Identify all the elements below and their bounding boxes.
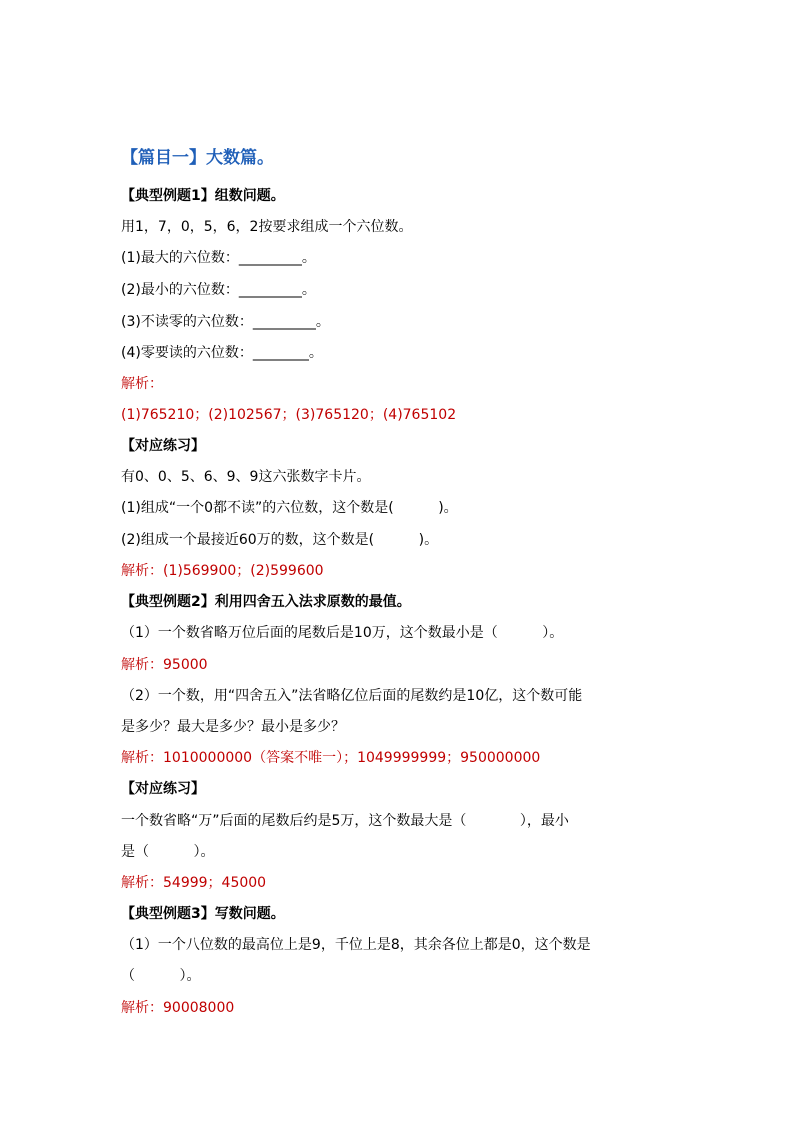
practice1-item-1: (1)组成“一个0都不读”的六位数，这个数是( )。 xyxy=(121,500,458,516)
example3-answer-1: 解析：90008000 xyxy=(121,1000,235,1016)
practice1-heading: 【对应练习】 xyxy=(121,438,205,454)
practice2-question-line2: 是（ ）。 xyxy=(121,844,215,860)
practice2-answer: 解析：54999；45000 xyxy=(121,875,267,891)
example3-heading: 【典型例题3】写数问题。 xyxy=(121,906,285,922)
example2-question-2-line1: （2）一个数，用“四舍五入”法省略亿位后面的尾数约是10亿，这个数可能 xyxy=(121,688,583,704)
example1-question: 用1，7，0，5，6，2按要求组成一个六位数。 xyxy=(121,219,413,235)
example2-question-1: （1）一个数省略万位后面的尾数后是10万，这个数最小是（ ）。 xyxy=(121,625,564,641)
example2-answer-1: 解析：95000 xyxy=(121,657,208,673)
practice2-question-line1: 一个数省略“万”后面的尾数后约是5万，这个数最大是（ ），最小 xyxy=(121,813,569,829)
example1-answer: (1)765210；(2)102567；(3)765120；(4)765102 xyxy=(121,407,457,423)
example3-question-1-line2: （ ）。 xyxy=(121,968,201,984)
practice1-answer: 解析：(1)569900；(2)599600 xyxy=(121,563,324,579)
example1-item-1: (1)最大的六位数：_________。 xyxy=(121,250,316,266)
example1-item-2: (2)最小的六位数：_________。 xyxy=(121,282,316,298)
practice1-item-2: (2)组成一个最接近60万的数，这个数是( )。 xyxy=(121,532,439,548)
example2-answer-2: 解析：1010000000（答案不唯一）；1049999999；950000000 xyxy=(121,750,541,766)
example2-heading: 【典型例题2】利用四舍五入法求原数的最值。 xyxy=(121,594,411,610)
example2-question-2-line2: 是多少？最大是多少？最小是多少？ xyxy=(121,719,345,735)
practice1-question: 有0、0、5、6、9、9这六张数字卡片。 xyxy=(121,469,371,485)
example3-question-1-line1: （1）一个八位数的最高位上是9，千位上是8，其余各位上都是0，这个数是 xyxy=(121,937,591,953)
example1-analysis-label: 解析： xyxy=(121,376,163,392)
example1-item-4: (4)零要读的六位数：________。 xyxy=(121,345,323,361)
example1-heading: 【典型例题1】组数问题。 xyxy=(121,188,285,204)
section-title: 【篇目一】大数篇。 xyxy=(121,148,274,168)
example1-item-3: (3)不读零的六位数：_________。 xyxy=(121,314,330,330)
practice2-heading: 【对应练习】 xyxy=(121,781,205,797)
